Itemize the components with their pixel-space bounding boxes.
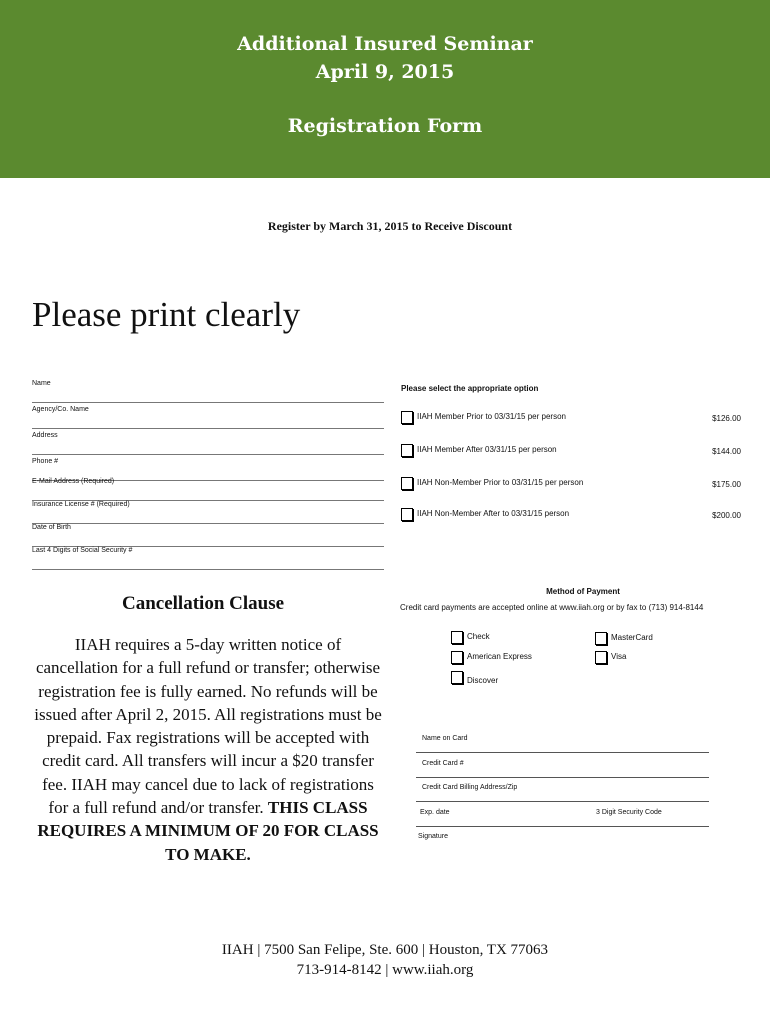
- option-row[interactable]: [401, 444, 741, 460]
- cancellation-body: IIAH requires a 5-day written notice of cancellation for a full refund or transfer; otherwise registration fee is fully earned. No refunds will be issued after April 2, 2015. All registrations must be prepaid. Fax registrations will be accepted with credit card. All transfers will incur a $20 transfer fee. IIAH may cancel due to lack of registrations for a full refund and/or transfer.: [34, 635, 382, 818]
- payment-title: Method of Payment: [546, 587, 620, 596]
- security-code-label: 3 Digit Security Code: [596, 809, 662, 816]
- option-checkbox[interactable]: [401, 508, 413, 521]
- seminar-date: April 9, 2015: [315, 61, 455, 83]
- deadline-note: Register by March 31, 2015 to Receive Discount: [267, 219, 513, 233]
- billing-address-field[interactable]: [416, 784, 709, 802]
- mastercard-checkbox[interactable]: [595, 632, 607, 645]
- option-checkbox[interactable]: [401, 477, 413, 490]
- phone-label: Phone #: [32, 458, 59, 465]
- agency-field[interactable]: [32, 406, 384, 429]
- cancellation-text: [34, 633, 382, 866]
- footer-address: IIAH | 7500 San Felipe, Ste. 600 | Houston, TX 77063: [221, 942, 549, 958]
- option-label: IIAH Member Prior to 03/31/15 per person: [417, 412, 566, 421]
- license-label: Insurance License # (Required): [32, 501, 130, 508]
- signature-field[interactable]: [416, 833, 709, 850]
- amex-checkbox[interactable]: [451, 651, 463, 664]
- option-checkbox[interactable]: [401, 411, 413, 424]
- footer-contact: 713-914-8142 | www.iiah.org: [296, 962, 474, 978]
- visa-label: Visa: [611, 652, 627, 661]
- print-clearly-heading: Please print clearly: [32, 295, 301, 334]
- dob-field[interactable]: [32, 524, 384, 547]
- option-price: $175.00: [712, 480, 741, 489]
- visa-checkbox[interactable]: [595, 651, 607, 664]
- email-field[interactable]: [32, 478, 384, 501]
- name-label: Name: [32, 380, 51, 387]
- address-label: Address: [32, 432, 58, 439]
- signature-label: Signature: [418, 833, 448, 840]
- option-label: IIAH Non-Member Prior to 03/31/15 per person: [417, 478, 584, 487]
- email-label: E-Mail Address (Required): [32, 478, 115, 485]
- name-on-card-label: Name on Card: [422, 735, 468, 742]
- ssn-label: Last 4 Digits of Social Security #: [32, 547, 133, 554]
- header-banner: [0, 0, 770, 178]
- name-on-card-field[interactable]: [416, 735, 709, 753]
- exp-date-label: Exp. date: [420, 809, 450, 816]
- option-checkbox[interactable]: [401, 444, 413, 457]
- mastercard-label: MasterCard: [611, 633, 653, 642]
- check-checkbox[interactable]: [451, 631, 463, 644]
- cancellation-title: Cancellation Clause: [122, 593, 285, 614]
- option-label: IIAH Member After 03/31/15 per person: [417, 445, 557, 454]
- agency-label: Agency/Co. Name: [32, 406, 89, 413]
- option-price: $200.00: [712, 511, 741, 520]
- option-price: $144.00: [712, 447, 741, 456]
- options-heading: Please select the appropriate option: [401, 384, 539, 393]
- seminar-title: Additional Insured Seminar: [237, 33, 533, 55]
- option-row[interactable]: [401, 411, 741, 427]
- billing-address-label: Credit Card Billing Address/Zip: [422, 784, 518, 791]
- dob-label: Date of Birth: [32, 524, 71, 531]
- payment-note: Credit card payments are accepted online at www.iiah.org or by fax to (713) 914-8144: [400, 603, 704, 612]
- card-number-field[interactable]: [416, 760, 709, 778]
- name-field[interactable]: [32, 380, 384, 403]
- check-label: Check: [467, 632, 490, 641]
- option-price: $126.00: [712, 414, 741, 423]
- discover-checkbox[interactable]: [451, 671, 463, 684]
- ssn-field[interactable]: [32, 547, 384, 570]
- card-number-label: Credit Card #: [422, 760, 464, 767]
- minimum-class-notice: THIS CLASS REQUIRES A MINIMUM OF 20 FOR CLASS TO MAKE.: [37, 798, 379, 864]
- option-row[interactable]: [401, 477, 741, 493]
- amex-label: American Express: [467, 652, 532, 661]
- option-label: IIAH Non-Member After to 03/31/15 person: [417, 509, 570, 518]
- license-field[interactable]: [32, 501, 384, 524]
- discover-label: Discover: [467, 676, 499, 685]
- address-field[interactable]: [32, 432, 384, 455]
- form-subtitle: Registration Form: [287, 115, 483, 137]
- option-row[interactable]: [401, 508, 741, 524]
- exp-date-field[interactable]: [416, 809, 709, 827]
